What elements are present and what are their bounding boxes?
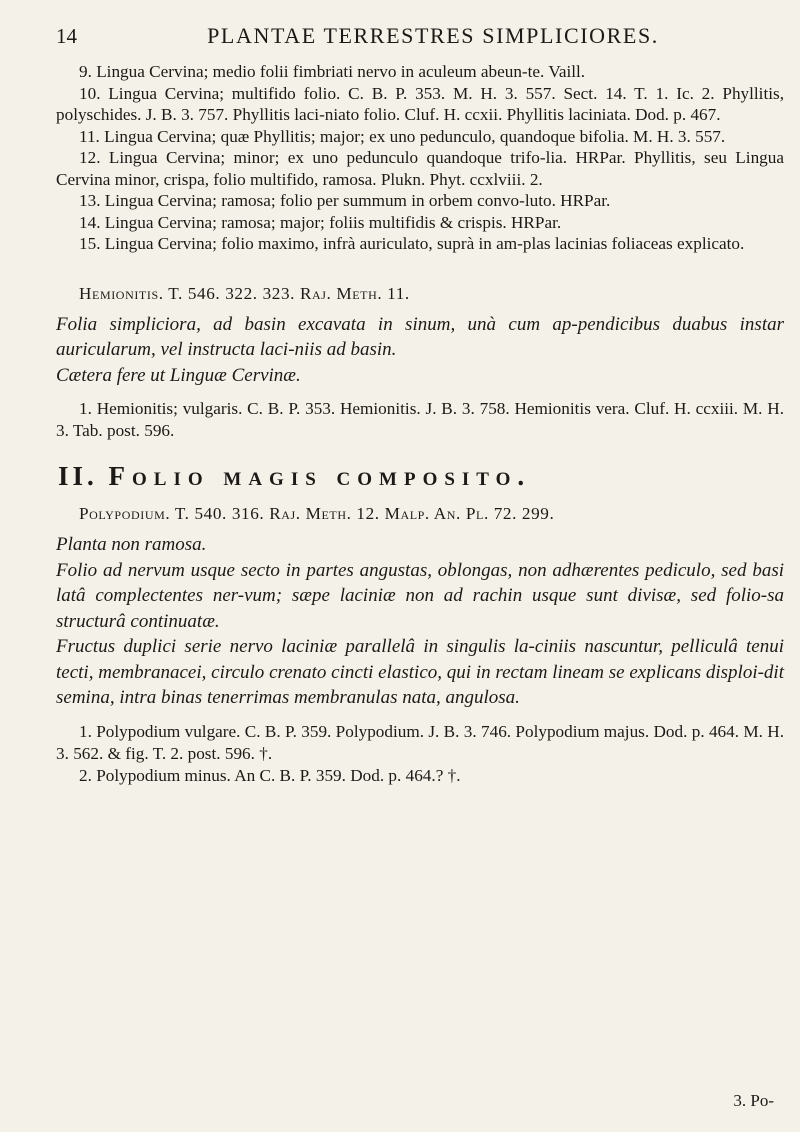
page-body [56,61,784,787]
hemionitis-genus-line: Hemionitis. T. 546. 322. 323. Raj. Meth. 11. [79,283,410,303]
spacer [56,711,784,721]
polypodium-entry-2: 2. Polypodium minus. An C. B. P. 359. Dod. p. 464.? †. [79,765,461,785]
phyllitis-entry-14: 14. Lingua Cervina; ramosa; major; foliis multifidis & crispis. HRPar. [79,212,562,232]
polypodium-description-fructus: Fructus duplici serie nervo laciniæ parallelâ in singulis la-ciniis nascuntur, pelliculâ tenui tecti, membranacei, circulo crenato cincti elastico, qui in rectam lineam se explicans disploi-dit semina, intra binas tenerrimas membranulas nata, angulosa. [56,636,784,709]
phyllitis-entry-10: 10. Lingua Cervina; multifido folio. C. B. P. 353. M. H. 3. 557. Sect. 14. T. 1. Ic. 2. Phyllitis, polyschides. J. B. 3. 757. Phyllitis laci-niato folio. Cluf. H. ccxii. Phyllitis laciniata. Dod. p. 467. [56,83,784,124]
page-number: 14 [56,24,77,48]
hemionitis-description-cetera: Cætera fere ut Linguæ Cervinæ. [56,364,301,386]
polypodium-genus-line: Polypodium. T. 540. 316. Raj. Meth. 12. Malp. An. Pl. 72. 299. [79,503,555,523]
section-numeral: II. [58,460,98,491]
polypodium-entry-1: 1. Polypodium vulgare. C. B. P. 359. Polypodium. J. B. 3. 746. Polypodium majus. Dod. p. 464. M. H. 3. 562. & fig. T. 2. post. 596. †. [56,721,784,763]
catchword: 3. Po- [733,1091,774,1110]
hemionitis-entry-1: 1. Hemionitis; vulgaris. C. B. P. 353. Hemionitis. J. B. 3. 758. Hemionitis vera. Cluf. H. ccxiii. M. H. 3. Tab. post. 596. [56,399,784,441]
section-heading [56,460,784,491]
section-title: Folio magis composito. [108,460,532,491]
page-header [56,20,776,54]
running-title: PLANTAE TERRESTRES SIMPLICIORES. [207,23,659,48]
polypodium-description-planta: Planta non ramosa. [56,534,207,556]
spacer [56,388,784,398]
polypodium-description-folio: Folio ad nervum usque secto in partes angustas, oblongas, non adhærentes pediculo, sed basi latâ complectentes ner-vum; sæpe laciniæ non ad rachin usque sunt divisæ, sed folio-sa structurâ continuatæ. [56,559,784,632]
phyllitis-entry-11: 11. Lingua Cervina; quæ Phyllitis; major; ex uno pedunculo, quandoque bifolia. M. H. 3. 557. [79,126,726,146]
hemionitis-description: Folia simpliciora, ad basin excavata in sinum, unà cum ap-pendicibus duabus instar auricularum, vel instructa laci-niis ad basin. [56,313,784,361]
phyllitis-entry-13: 13. Lingua Cervina; ramosa; folio per summum in orbem convo-luto. HRPar. [79,191,611,210]
phyllitis-entry-12: 12. Lingua Cervina; minor; ex uno pedunculo quandoque trifo-lia. HRPar. Phyllitis, seu Lingua Cervina minor, crispa, folio multifido, ramosa. Plukn. Phyt. ccxlviii. 2. [56,148,784,189]
phyllitis-entry-15: 15. Lingua Cervina; folio maximo, infrà auriculato, suprà in am-plas lacinias foliaceas explicato. [79,234,745,253]
phyllitis-entry-9: 9. Lingua Cervina; medio folii fimbriati nervo in aculeum abeun-te. Vaill. [79,62,586,81]
